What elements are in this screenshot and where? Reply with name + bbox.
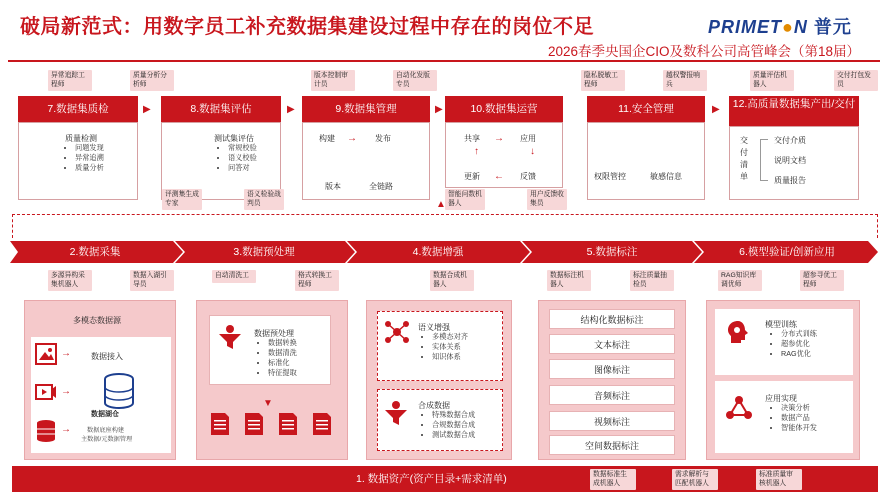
- arrow-down-icon: ↓: [530, 146, 535, 157]
- panel-model-validation: [706, 300, 860, 460]
- stage-12-box: [729, 126, 859, 200]
- pipeline-6: 6.模型验证/创新应用: [739, 246, 835, 258]
- tag-anomaly-engineer: 异常追踪工程师: [48, 70, 92, 91]
- list-item: • 数据产品: [781, 413, 817, 423]
- stage-12-header: 12.高质量数据集产出/交付: [729, 96, 859, 126]
- list-item: • 智能体开发: [781, 423, 817, 433]
- annotation-image: 图像标注: [549, 359, 675, 379]
- page-title: 破局新范式：用数字员工补充数据集建设过程中存在的岗位不足: [20, 16, 594, 38]
- list-item: • 特殊数据合成: [432, 410, 475, 420]
- molecule-icon: [725, 395, 753, 426]
- arrow-right-icon: ▶: [143, 104, 151, 115]
- network-icon: [384, 320, 410, 349]
- list-item: • 特征提取: [268, 368, 297, 378]
- lake-sub-2: 主数据/元数据管理: [81, 436, 133, 443]
- stage-11-header: 11.安全管理: [587, 96, 705, 122]
- stage-11-access: 权限管控: [594, 172, 626, 181]
- tag-delivery-packer: 交付打包发员: [834, 70, 878, 91]
- stage-9-fulllink: 全链路: [369, 182, 393, 191]
- multimodal-source-title: 多模态数据源: [73, 316, 121, 325]
- arrow-up-icon: ↑: [474, 146, 479, 157]
- stage-7-box: [18, 122, 138, 200]
- list-item: • 分布式训练: [781, 329, 817, 339]
- list-item: • 超参优化: [781, 339, 817, 349]
- arrow-left-icon: ←: [494, 171, 504, 182]
- arrow-right-icon: →: [61, 348, 71, 359]
- stage-9-build: 构建: [319, 134, 335, 143]
- stage-11-box: [587, 122, 705, 200]
- list-item: • 实体关系: [432, 342, 468, 352]
- app-impl-list: [771, 403, 817, 433]
- arrow-right-icon: →: [347, 133, 357, 144]
- brain-gear-icon: [725, 319, 751, 350]
- arrow-right-icon: ▶: [712, 104, 720, 115]
- tag-release-specialist: 自动化发版专员: [393, 70, 437, 91]
- list-item: • 常规校验: [228, 143, 257, 153]
- stage-9-header: 9.数据集管理: [302, 96, 430, 122]
- list-item: • 标准化: [268, 358, 297, 368]
- tag-semantic-judge: 语义检验战判员: [244, 189, 284, 210]
- annotation-spatial: 空间数据标注: [549, 435, 675, 455]
- tag-annotation-qa: 标注质量抽检员: [630, 270, 674, 291]
- stage-12-medium: 交付介质: [774, 136, 806, 145]
- arrow-up-icon: ▲: [436, 199, 446, 210]
- image-icon: [35, 343, 57, 365]
- data-ingest-label: 数据接入: [91, 352, 123, 361]
- tag-hyperparam-engineer: 超参寻优工程师: [800, 270, 844, 291]
- database-icon: [35, 419, 57, 441]
- logo-o-icon: ●: [782, 17, 794, 37]
- stage-12-report: 质量报告: [774, 176, 806, 185]
- data-lake-label: 数据湖仓: [91, 411, 119, 418]
- arrow-right-icon: ▶: [287, 104, 295, 115]
- flow-connector: [12, 214, 878, 215]
- stage-8-main: 测试集评估: [214, 134, 254, 143]
- synthetic-title: 合成数据: [418, 401, 450, 410]
- list-item: • 决策分析: [781, 403, 817, 413]
- semantic-title: 语义增强: [418, 323, 450, 332]
- primeton-logo: PRIMET●N 普元: [708, 17, 852, 37]
- flow-connector-left: [12, 214, 13, 238]
- tag-standard-review-robot: 标准质量审核机器人: [756, 469, 802, 490]
- tag-demand-robot: 需求解析与匹配机器人: [672, 469, 718, 490]
- preprocess-list: [258, 338, 297, 378]
- model-training-list: [771, 329, 817, 359]
- stage-10-feedback: 反馈: [520, 172, 536, 181]
- list-item: • 多模态对齐: [432, 332, 468, 342]
- bracket: [760, 139, 768, 181]
- pipeline-5: 5.数据标注: [586, 246, 638, 258]
- stage-12-delivery-list: 交付清单: [740, 136, 748, 181]
- stage-11-sensitive: 敏感信息: [650, 172, 682, 181]
- tag-format-engineer: 格式转换工程师: [295, 270, 339, 291]
- panel-preprocessing: [196, 300, 348, 460]
- stage-12-doc: 说明文档: [774, 156, 806, 165]
- tag-permission-alarm: 越权警报响兵: [663, 70, 707, 91]
- stage-9-publish: 发布: [375, 134, 391, 143]
- tag-auto-cleaner: 自动清洗工: [212, 270, 256, 283]
- page-subtitle: 2026春季央国企CIO及数科公司高管峰会（第18届）: [548, 44, 861, 59]
- synthetic-data-box: [377, 389, 503, 451]
- tag-synthesis-robot: 数据合成机器人: [430, 270, 474, 291]
- stage-10-update: 更新: [464, 172, 480, 181]
- list-item: • 测试数据合成: [432, 430, 475, 440]
- tag-annotation-robot: 数据标注机器人: [547, 270, 591, 291]
- tag-smart-query-robot: 智能问数机器人: [445, 189, 485, 210]
- data-asset-label: 1. 数据资产(资产目录+需求清单): [356, 473, 507, 485]
- tag-quality-analyst: 质量分析分析师: [130, 70, 174, 91]
- stage-7-list: [65, 143, 104, 173]
- list-item: • 数据转换: [268, 338, 297, 348]
- pipeline-4: 4.数据增强: [412, 246, 464, 258]
- data-asset-bar: [12, 466, 878, 492]
- semantic-list: [422, 332, 468, 362]
- funnel-gear-icon: [218, 324, 242, 355]
- tag-rag-tuner: RAG知识库调优师: [718, 270, 762, 291]
- tag-masking-engineer: 隐私脱敏工程师: [581, 70, 625, 91]
- arrow-down-icon: ▼: [263, 398, 273, 409]
- header-divider: [8, 60, 880, 62]
- stage-7-main: 质量检测: [65, 134, 97, 143]
- panel-annotation: [538, 300, 686, 460]
- list-item: • 质量分析: [75, 163, 104, 173]
- synthetic-list: [422, 410, 475, 440]
- app-impl-title: 应用实现: [765, 394, 797, 403]
- lake-sub-1: 数据底座构建: [87, 427, 125, 434]
- list-item: • 问答对: [228, 163, 257, 173]
- model-training-box: [715, 309, 853, 375]
- list-item: • 知识体系: [432, 352, 468, 362]
- video-icon: [35, 381, 57, 403]
- panel-data-collection: [24, 300, 176, 460]
- stage-10-share: 共享: [464, 134, 480, 143]
- stage-9-box: [302, 122, 430, 200]
- app-impl-box: [715, 381, 853, 453]
- arrow-right-icon: →: [494, 133, 504, 144]
- annotation-audio: 音频标注: [549, 385, 675, 405]
- model-training-title: 模型训练: [765, 320, 797, 329]
- stage-8-header: 8.数据集评估: [161, 96, 281, 122]
- stage-8-list: [218, 143, 257, 173]
- panel-enhancement: [366, 300, 512, 460]
- stage-7-header: 7.数据集质检: [18, 96, 138, 122]
- list-item: • 异常追溯: [75, 153, 104, 163]
- tag-feedback-collector: 用户反馈收集员: [527, 189, 567, 210]
- annotation-structured: 结构化数据标注: [549, 309, 675, 329]
- list-item: • RAG优化: [781, 349, 817, 359]
- stage-10-box: [445, 122, 563, 188]
- list-item: • 语义校验: [228, 153, 257, 163]
- stage-9-version: 版本: [325, 182, 341, 191]
- preprocess-title: 数据预处理: [254, 329, 294, 338]
- document-icons: [211, 413, 333, 448]
- arrow-right-icon: →: [61, 386, 71, 397]
- list-item: • 问题发现: [75, 143, 104, 153]
- list-item: • 合规数据合成: [432, 420, 475, 430]
- stage-10-header: 10.数据集运营: [445, 96, 563, 122]
- list-item: • 数据清洗: [268, 348, 297, 358]
- annotation-text: 文本标注: [549, 334, 675, 354]
- annotation-video: 视频标注: [549, 411, 675, 431]
- arrow-right-icon: ▶: [435, 104, 443, 115]
- pipeline-3: 3.数据预处理: [233, 246, 295, 258]
- ingest-area: [31, 337, 171, 453]
- pipeline-2: 2.数据采集: [69, 246, 121, 258]
- gear-funnel-icon: [384, 400, 408, 431]
- tag-lake-guide: 数据入湖引导员: [130, 270, 174, 291]
- flow-connector-right: [877, 214, 878, 238]
- tag-version-auditor: 版本控制审计员: [311, 70, 355, 91]
- tag-eval-expert: 评测集生成专家: [162, 189, 202, 210]
- tag-quality-robot: 质量评估机器人: [750, 70, 794, 91]
- semantic-enhance-box: [377, 311, 503, 381]
- arrow-right-icon: →: [61, 424, 71, 435]
- preprocess-box: [209, 315, 331, 385]
- tag-standard-robot: 数据标准生成机器人: [590, 469, 636, 490]
- stage-10-apply: 应用: [520, 134, 536, 143]
- tag-multisource-robot: 多源异构采集机器人: [48, 270, 92, 291]
